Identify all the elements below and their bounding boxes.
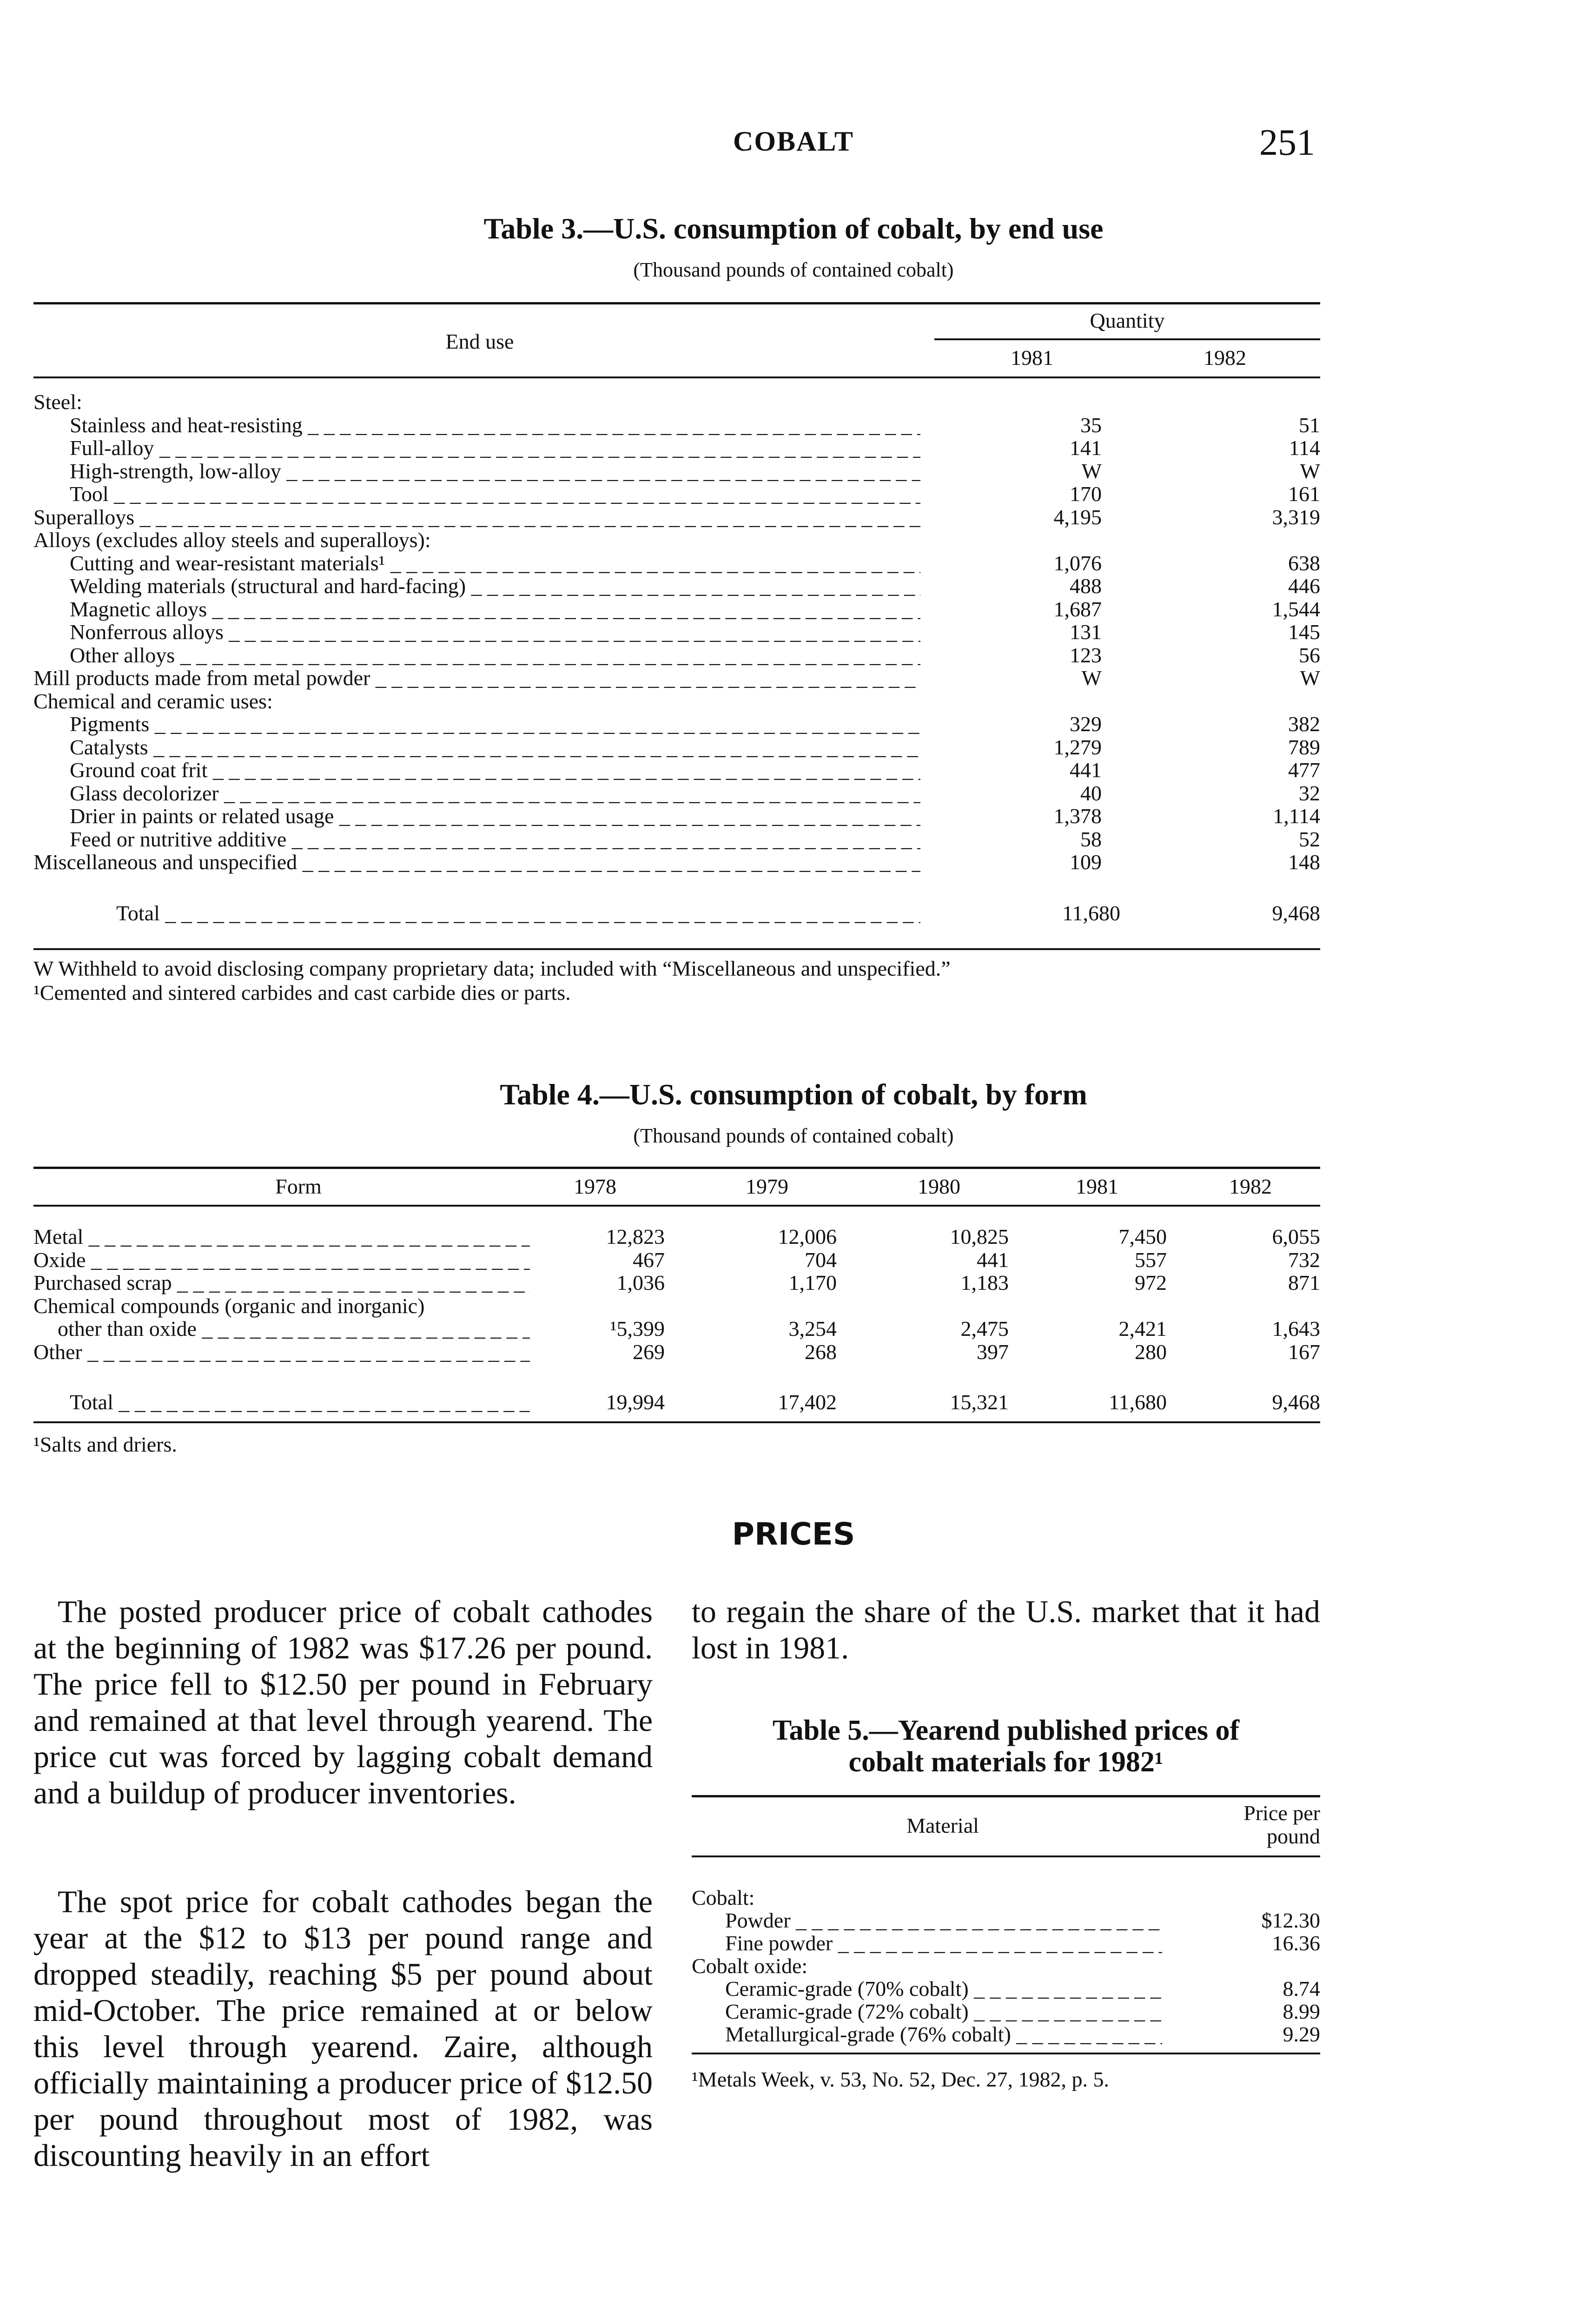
table3-subtitle: (Thousand pounds of contained cobalt) [633, 258, 954, 281]
table3-top-rule [33, 302, 1320, 304]
table3-bottom-rule [33, 948, 1320, 950]
table5-row-price: 8.74 [1283, 1977, 1320, 2000]
table5-row-price: $12.30 [1261, 1908, 1320, 1932]
table3-row-label: Chemical and ceramic uses: [33, 689, 273, 713]
table3-row-label: Ground coat frit _ _ _ [70, 759, 920, 782]
table5-row-price: 8.99 [1283, 2000, 1320, 2023]
table5-row-label: Cobalt oxide: [692, 1954, 808, 1978]
table3-row-label: Welding materials (structural and hard-facing) _ _ _ [70, 574, 920, 598]
table4-row-value: 12,823 [606, 1225, 665, 1248]
table3-row-1981: 40 [1080, 781, 1102, 805]
table3-row-1982: 52 [1299, 827, 1320, 851]
table3-row-1981: W [1081, 666, 1102, 690]
table3-row-1981: 109 [1070, 850, 1102, 874]
table3-footnote-1: ¹Cemented and sintered carbides and cast carbide dies or parts. [33, 981, 571, 1004]
table3-row-1981: 35 [1080, 413, 1102, 437]
table3-row-1982: 56 [1299, 643, 1320, 667]
table4-col-year: 1979 [746, 1175, 788, 1198]
table3-row-label: Cutting and wear-resistant materials¹ _ _ _ [70, 552, 920, 575]
running-title: COBALT [733, 126, 854, 157]
table3-row-1981: 488 [1070, 574, 1102, 598]
table4-bottom-rule [33, 1421, 1320, 1423]
table4-row-value: 397 [977, 1340, 1009, 1364]
table3-row-label: Mill products made from metal powder _ _ _ [33, 667, 920, 690]
table4-row-value: 441 [977, 1248, 1009, 1272]
table4-row-label: Oxide _ _ _ [33, 1248, 530, 1272]
table4-row-value: 871 [1288, 1271, 1320, 1294]
table4-row-value: 2,421 [1118, 1317, 1167, 1340]
table5-header-rule [692, 1855, 1320, 1857]
table3-row-label: Nonferrous alloys _ _ _ [70, 621, 920, 644]
table3-row-label: Glass decolorizer _ _ _ [70, 782, 920, 805]
table3-row-1982: W [1300, 459, 1320, 483]
table4-header-rule [33, 1205, 1320, 1207]
table3-row-label: Full-alloy _ _ _ [70, 436, 920, 460]
table3-row-1982: 161 [1288, 482, 1320, 506]
table3-row-1982: 148 [1288, 850, 1320, 874]
table3-row-label: Superalloys _ _ _ [33, 506, 920, 529]
table3-row-1981: 1,076 [1053, 551, 1102, 575]
table3-col-1982: 1982 [1203, 346, 1246, 370]
table3-quantity-rule [934, 338, 1320, 340]
table4-row-label: other than oxide _ _ _ [58, 1317, 530, 1340]
table4-row-value: 557 [1135, 1248, 1167, 1272]
table3-col-1981: 1981 [1011, 346, 1053, 370]
table5-row-label: Ceramic-grade (70% cobalt) _ _ _ [725, 1977, 1162, 2000]
table4-row-value: ¹5,399 [610, 1317, 665, 1340]
table5-caption-line2: cobalt materials for 1982¹ [848, 1746, 1164, 1778]
table4-row-value: 3,254 [788, 1317, 837, 1340]
table3-row-label: Alloys (excludes alloy steels and superalloys): [33, 528, 431, 552]
table3-row-1982: 638 [1288, 551, 1320, 575]
table4-row-value: 269 [633, 1340, 665, 1364]
table4-row-value: 732 [1288, 1248, 1320, 1272]
table5-row-label: Powder _ _ _ [725, 1909, 1162, 1932]
table5-row-label: Metallurgical-grade (76% cobalt) _ _ _ [725, 2023, 1162, 2046]
table3-row-label: Catalysts _ _ _ [70, 736, 920, 759]
table4-row-value: 704 [805, 1248, 837, 1272]
table4-total-value: 11,680 [1109, 1390, 1167, 1414]
table4-col-year: 1980 [918, 1175, 960, 1198]
table5-col-price-line2: pound [1267, 1824, 1320, 1848]
table4-row-value: 167 [1288, 1340, 1320, 1364]
table3-footnote-w: W Withheld to avoid disclosing company proprietary data; included with “Miscellaneous and unspecified.” [33, 957, 951, 980]
table3-row-1982: W [1300, 666, 1320, 690]
table4-row-label: Other _ _ _ [33, 1340, 530, 1364]
table5-bottom-rule [692, 2053, 1320, 2054]
table4-row-value: 467 [633, 1248, 665, 1272]
table3-row-1981: 58 [1080, 827, 1102, 851]
table3-row-1981: W [1081, 459, 1102, 483]
table4-caption: Table 4.—U.S. consumption of cobalt, by form [500, 1078, 1087, 1111]
table3-row-1982: 477 [1288, 758, 1320, 782]
table3-row-1981: 4,195 [1053, 505, 1102, 529]
table4-row-label: Purchased scrap _ _ _ [33, 1271, 530, 1294]
table3-row-label: Feed or nutritive additive _ _ _ [70, 828, 920, 851]
table4-row-value: 1,170 [788, 1271, 837, 1294]
table4-col-form: Form [275, 1175, 322, 1198]
table3-row-1982: 145 [1288, 620, 1320, 644]
table4-row-value: 7,450 [1118, 1225, 1167, 1248]
table4-total-value: 17,402 [778, 1390, 837, 1414]
table3-row-1982: 789 [1288, 735, 1320, 759]
table4-total-value: 9,468 [1272, 1390, 1320, 1414]
prices-paragraph-2: The spot price for cobalt cathodes began the year at the $12 to $13 per pound range and dropped steadily, reaching $5 per pound about mid-October. The price remained at or below this level through yearend. Zaire, although officially maintaining a producer price of $12.50 per pound throughout most of 1982, was discounting heavily in an effort [33, 1884, 653, 2173]
table4-total-value: 15,321 [950, 1390, 1009, 1414]
table3-col-quantity: Quantity [1090, 309, 1165, 332]
table3-row-1981: 131 [1070, 620, 1102, 644]
table4-footnote-1: ¹Salts and driers. [33, 1433, 177, 1456]
prices-heading: PRICES [732, 1516, 855, 1552]
table3-row-1981: 170 [1070, 482, 1102, 506]
table3-row-label: Steel: [33, 390, 82, 414]
table5-col-material: Material [906, 1814, 979, 1837]
table5-footnote-1: ¹Metals Week, v. 53, No. 52, Dec. 27, 1982, p. 5. [692, 2067, 1110, 2091]
table3-row-1981: 141 [1070, 436, 1102, 460]
table5-row-price: 16.36 [1272, 1931, 1320, 1955]
table5-row-label: Ceramic-grade (72% cobalt) _ _ _ [725, 2000, 1162, 2023]
table4-row-value: 6,055 [1272, 1225, 1320, 1248]
table3-row-1981: 329 [1070, 712, 1102, 736]
table4-col-year: 1982 [1229, 1175, 1272, 1198]
table3-row-1981: 1,378 [1053, 804, 1102, 828]
table5-row-price: 9.29 [1283, 2022, 1320, 2046]
table4-row-value: 10,825 [950, 1225, 1009, 1248]
table4-row-value: 972 [1135, 1271, 1167, 1294]
table3-row-1981: 1,279 [1053, 735, 1102, 759]
table3-row-label: Pigments _ _ _ [70, 713, 920, 736]
table4-row-value: 1,643 [1272, 1317, 1320, 1340]
table4-total-value: 19,994 [606, 1390, 665, 1414]
table4-col-year: 1978 [574, 1175, 616, 1198]
table4-row-label: Chemical compounds (organic and inorganic) [33, 1294, 425, 1318]
table3-total-1982: 9,468 [1272, 901, 1320, 925]
table3-row-1981: 1,687 [1053, 597, 1102, 621]
table4-row-value: 1,036 [616, 1271, 665, 1294]
page-number: 251 [1259, 122, 1315, 163]
table3-total-label: Total _ _ _ [116, 902, 920, 925]
table5-top-rule [692, 1795, 1320, 1797]
table3-col-enduse: End use [445, 330, 514, 353]
table4-row-value: 2,475 [960, 1317, 1009, 1340]
table3-row-label: Tool _ _ _ [70, 482, 920, 506]
table3-row-1982: 1,544 [1272, 597, 1320, 621]
table3-row-1981: 441 [1070, 758, 1102, 782]
table3-row-1982: 1,114 [1273, 804, 1320, 828]
table3-row-1982: 114 [1289, 436, 1320, 460]
table3-row-label: High-strength, low-alloy _ _ _ [70, 460, 920, 483]
prices-paragraph-2-continued: to regain the share of the U.S. market that it had lost in 1981. [692, 1594, 1320, 1665]
table4-row-value: 1,183 [960, 1271, 1009, 1294]
table3-row-label: Magnetic alloys _ _ _ [70, 598, 920, 621]
table4-subtitle: (Thousand pounds of contained cobalt) [633, 1124, 954, 1147]
table4-top-rule [33, 1167, 1320, 1169]
prices-paragraph-1: The posted producer price of cobalt cathodes at the beginning of 1982 was $17.26 per pound. The price fell to $12.50 per pound in February and remained at that level through yearend. The price cut was forced by lagging cobalt demand and a buildup of producer inventories. [33, 1594, 653, 1810]
table3-row-1982: 51 [1299, 413, 1320, 437]
table3-row-label: Other alloys _ _ _ [70, 644, 920, 667]
table3-header-rule [33, 376, 1320, 378]
table3-row-1982: 32 [1299, 781, 1320, 805]
table4-total-label: Total _ _ _ [70, 1391, 530, 1414]
table3-row-label: Stainless and heat-resisting _ _ _ [70, 414, 920, 437]
table5-caption-line1: Table 5.—Yearend published prices of [772, 1715, 1240, 1746]
table5-row-label: Cobalt: [692, 1886, 755, 1909]
table5-col-price-line1: Price per [1243, 1801, 1320, 1825]
table3-row-label: Miscellaneous and unspecified _ _ _ [33, 851, 920, 874]
table4-col-year: 1981 [1076, 1175, 1118, 1198]
table4-row-label: Metal _ _ _ [33, 1225, 530, 1248]
table4-row-value: 268 [805, 1340, 837, 1364]
table5-row-label: Fine powder _ _ _ [725, 1932, 1162, 1955]
table3-row-1982: 3,319 [1272, 505, 1320, 529]
table3-row-1982: 446 [1288, 574, 1320, 598]
table3-total-1981: 11,680 [1062, 901, 1120, 925]
table3-row-1982: 382 [1288, 712, 1320, 736]
table4-row-value: 280 [1135, 1340, 1167, 1364]
table3-caption: Table 3.—U.S. consumption of cobalt, by end use [483, 212, 1104, 245]
table3-row-1981: 123 [1070, 643, 1102, 667]
table3-row-label: Drier in paints or related usage _ _ _ [70, 805, 920, 828]
table4-row-value: 12,006 [778, 1225, 837, 1248]
